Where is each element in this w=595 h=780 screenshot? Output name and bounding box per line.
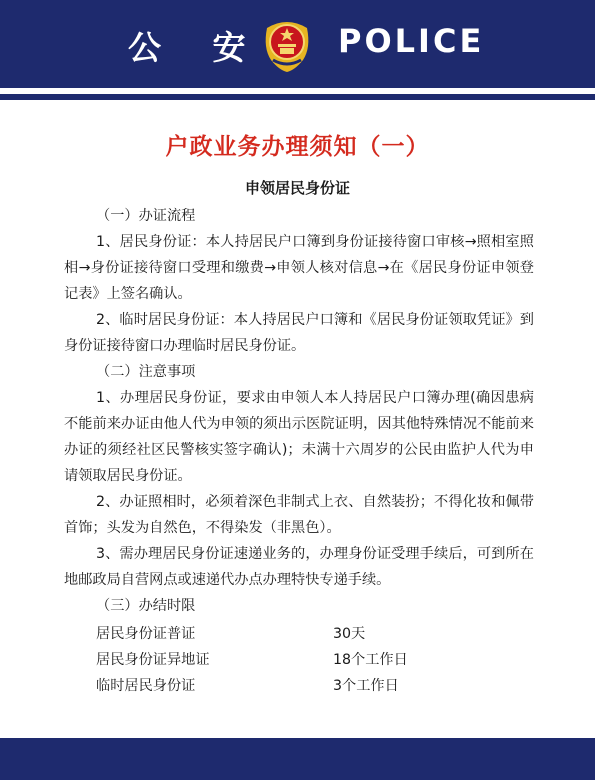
footer-bar [0, 738, 595, 780]
list-item [64, 621, 534, 647]
paragraph-note-2: 2、办证照相时，必须着深色非制式上衣、自然装扮；不得化妆和佩带首饰；头发为自然色，不得染发（非黑色）。 [64, 494, 534, 536]
time-limit-name: 临时居民身份证 [96, 678, 196, 694]
page-title: 户政业务办理须知（一） [165, 134, 430, 160]
time-limit-value: 30天 [333, 626, 366, 642]
time-limit-value: 3个工作日 [333, 678, 399, 694]
header-divider-blue [0, 94, 595, 100]
list-item [64, 673, 534, 699]
paragraph-temporary-id: 2、临时居民身份证：本人持居民户口簿和《居民身份证领取凭证》到身份证接待窗口办理临时居民身份证。 [64, 312, 534, 354]
header-banner [0, 0, 595, 88]
police-emblem-icon [259, 14, 315, 74]
header-right-text: POLICE [338, 22, 485, 60]
time-limit-name: 居民身份证异地证 [96, 652, 210, 668]
paragraph-note-3: 3、需办理居民身份证速递业务的，办理身份证受理手续后，可到所在地邮政局自营网点或速递代办点办理特快专递手续。 [64, 546, 534, 588]
time-limit-name: 居民身份证普证 [96, 626, 196, 642]
notice-body [64, 203, 534, 699]
section-heading-time-limit: （三）办结时限 [96, 598, 196, 614]
header-left-text: 公 安 [128, 28, 266, 67]
time-limit-list [64, 621, 534, 699]
page-subtitle: 申领居民身份证 [244, 179, 350, 197]
list-item [64, 647, 534, 673]
paragraph-resident-id: 1、居民身份证：本人持居民户口簿到身份证接待窗口审核→照相室照相→身份证接待窗口受理和缴费→申领人核对信息→在《居民身份证申领登记表》上签名确认。 [64, 234, 534, 302]
time-limit-value: 18个工作日 [333, 652, 408, 668]
section-heading-process: （一）办证流程 [96, 208, 196, 224]
section-heading-notes: （二）注意事项 [96, 364, 196, 380]
paragraph-note-1: 1、办理居民身份证，要求由申领人本人持居民户口簿办理(确因患病不能前来办证由他人代为申领的须出示医院证明，因其他特殊情况不能前来办证的须经社区民警核实签字确认)；未满十六周岁的公民由监护人代为申请领取居民身份证。 [64, 390, 534, 484]
